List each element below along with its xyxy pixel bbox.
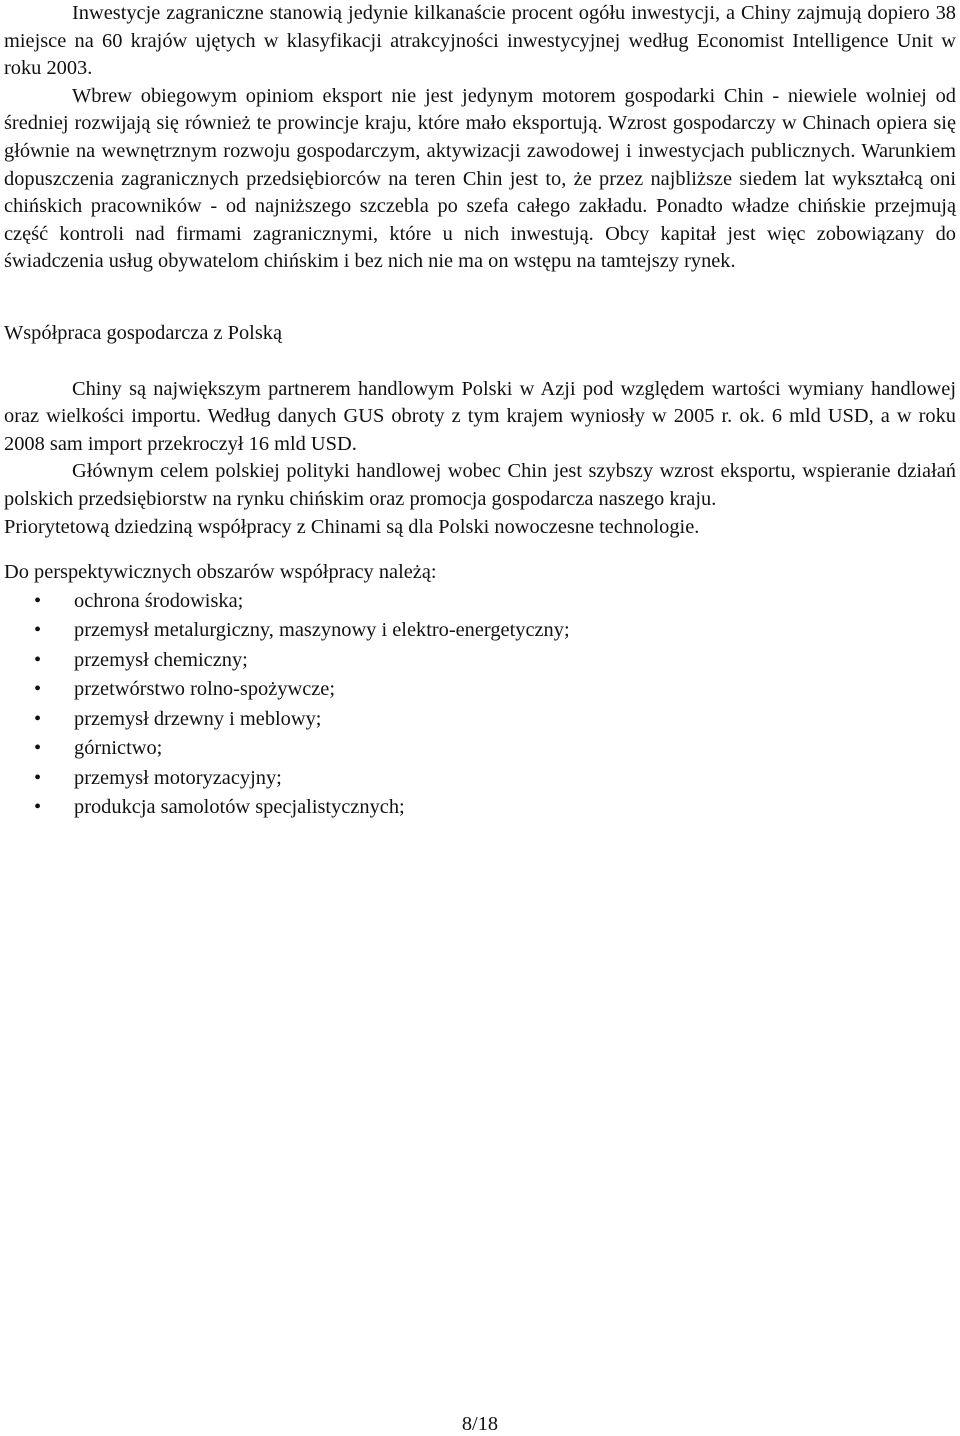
list-intro: Do perspektywicznych obszarów współpracy należą:	[4, 561, 437, 584]
list-item-text: przemysł chemiczny;	[74, 648, 248, 671]
list-item	[4, 764, 956, 794]
list-item	[4, 705, 956, 735]
bullet-icon: •	[34, 796, 42, 819]
list-item	[4, 793, 956, 823]
bullet-icon: •	[34, 737, 42, 760]
bullet-icon: •	[34, 619, 42, 642]
document-page	[4, 0, 956, 823]
spacer	[4, 348, 956, 376]
page-number: 8/18	[461, 1413, 499, 1435]
paragraph-trade-policy: Głównym celem polskiej polityki handlowej wobec Chin jest szybszy wzrost eksportu, wspieranie działań polskich przedsiębiorstw na rynku chińskim oraz promocja gospodarcza naszego kraju.	[4, 460, 956, 510]
paragraph-foreign-investment: Inwestycje zagraniczne stanowią jedynie kilkanaście procent ogółu inwestycji, a Chiny zajmują dopiero 38 miejsce na 60 krajów ujętych w klasyfikacji atrakcyjności inwestycyjnej według Economist Intelligence Unit w roku 2003.	[4, 2, 956, 80]
cooperation-areas-list	[4, 587, 956, 823]
list-item	[4, 616, 956, 646]
list-item	[4, 646, 956, 676]
bullet-icon: •	[34, 589, 42, 612]
list-item	[4, 587, 956, 617]
list-item-text: przemysł drzewny i meblowy;	[74, 707, 322, 730]
paragraph-priority-technologies: Priorytetową dziedziną współpracy z Chinami są dla Polski nowoczesne technologie.	[4, 515, 700, 538]
spacer	[4, 276, 956, 320]
list-item-text: przemysł metalurgiczny, maszynowy i elektro-energetyczny;	[74, 619, 570, 642]
list-item	[4, 675, 956, 705]
bullet-icon: •	[34, 766, 42, 789]
bullet-icon: •	[34, 707, 42, 730]
spacer	[4, 541, 956, 559]
list-item-text: ochrona środowiska;	[74, 589, 244, 612]
section-heading: Współpraca gospodarcza z Polską	[4, 321, 283, 344]
paragraph-trade-partner: Chiny są największym partnerem handlowym Polski w Azji pod względem wartości wymiany handlowej oraz wielkości importu. Według danych GUS obroty z tym krajem wyniosły w 2005 r. ok. 6 mld USD, a w roku 2008 sam import przekroczył 16 mld USD.	[4, 377, 956, 455]
list-item	[4, 734, 956, 764]
bullet-icon: •	[34, 678, 42, 701]
bullet-icon: •	[34, 648, 42, 671]
list-item-text: przetwórstwo rolno-spożywcze;	[74, 678, 336, 701]
list-item-text: produkcja samolotów specjalistycznych;	[74, 796, 405, 819]
paragraph-export-economy: Wbrew obiegowym opiniom eksport nie jest jedynym motorem gospodarki Chin - niewiele wolniej od średniej rozwijają się również te prowincje kraju, które mało eksportują. Wzrost gospodarczy w Chinach opiera się głównie na wewnętrznym rozwoju gospodarczym, aktywizacji zawodowej i inwestycjach publicznych. Warunkiem dopuszczenia zagranicznych przedsiębiorców na teren Chin jest to, że przez najbliższe siedem lat wykształcą oni chińskich pracowników - od najniższego szczebla po szefa całego zakładu. Ponadto władze chińskie przejmują część kontroli nad firmami zagranicznymi, które u nich inwestują. Obcy kapitał jest więc zobowiązany do świadczenia usług obywatelom chińskim i bez nich nie ma on wstępu na tamtejszy rynek.	[4, 84, 956, 273]
list-item-text: górnictwo;	[74, 737, 163, 760]
list-item-text: przemysł motoryzacyjny;	[74, 766, 282, 789]
